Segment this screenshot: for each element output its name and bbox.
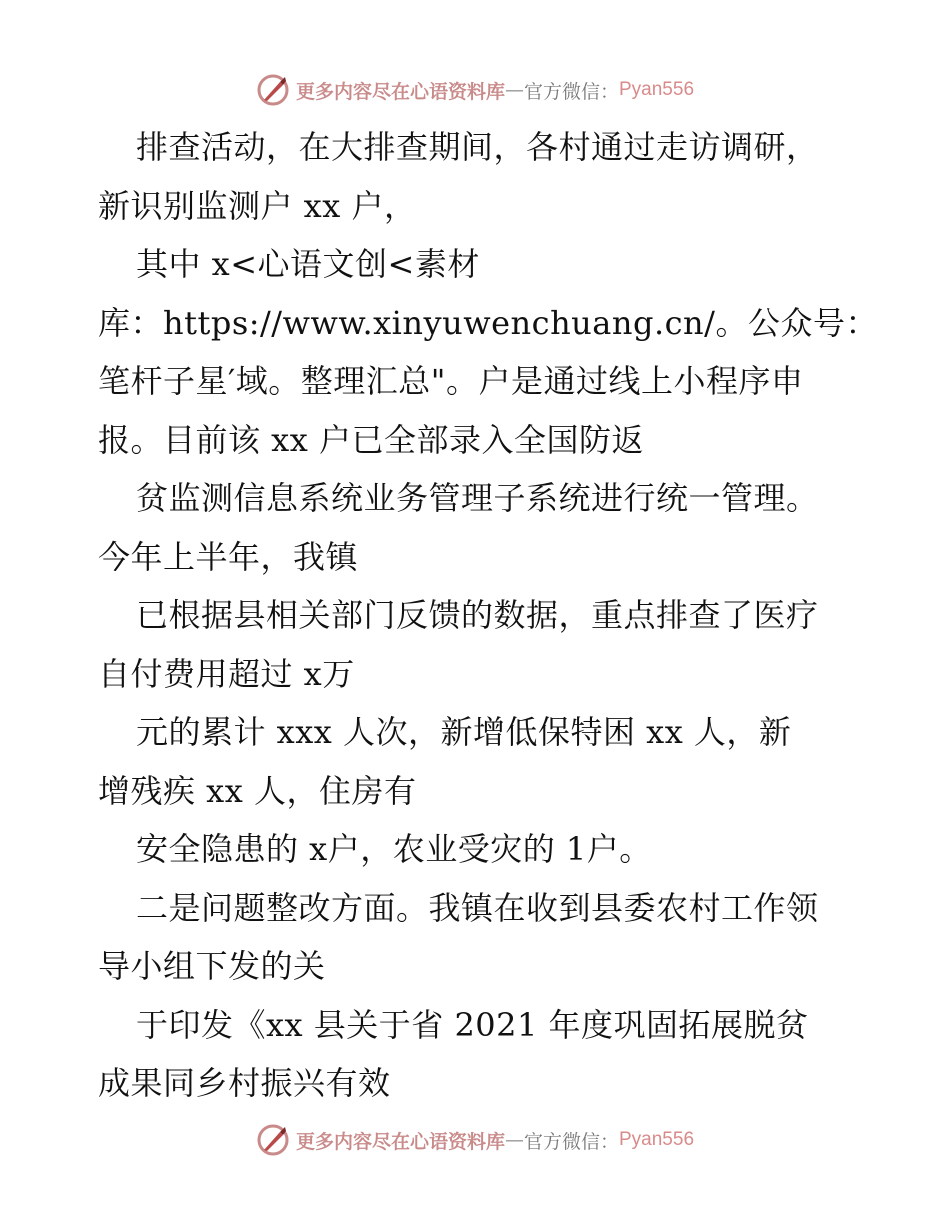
quill-pen-logo-icon	[256, 1123, 290, 1157]
text-line: 自付费用超过 x万	[98, 654, 355, 693]
banner-title: 更多内容尽在心语资料库	[295, 80, 505, 103]
text-line: 二是问题整改方面。我镇在收到县委农村工作领	[136, 888, 819, 927]
text-line: 其中 x<心语文创<素材	[136, 245, 480, 283]
banner-wechat-label: 官方微信：	[523, 1130, 619, 1153]
text-line: 增残疾 xx 人，住房有	[98, 771, 417, 810]
header-banner	[0, 70, 950, 110]
text-line: 今年上半年，我镇	[98, 537, 359, 576]
text-line: 安全隐患的 x户，农业受灾的 1户。	[136, 830, 652, 868]
banner-wechat-label: 官方微信：	[523, 80, 619, 103]
text-line: 元的累计 xxx 人次，新增低保特困 xx 人，新	[136, 713, 792, 751]
document-body	[98, 118, 878, 1113]
banner-wechat-id: Pyan556	[619, 1129, 695, 1150]
text-line: 于印发《xx 县关于省 2021 年度巩固拓展脱贫	[136, 1005, 809, 1044]
text-line: 贫监测信息系统业务管理子系统进行统一管理。	[136, 479, 819, 517]
footer-banner	[0, 1120, 950, 1160]
text-line: 笔杆子星′域。整理汇总"。户是通过线上小程序申	[98, 362, 804, 400]
banner-wechat-id: Pyan556	[619, 79, 695, 100]
text-line: 排查活动，在大排查期间，各村通过走访调研，	[136, 128, 819, 166]
banner-title: 更多内容尽在心语资料库	[295, 1130, 505, 1153]
banner-separator: —	[504, 79, 524, 101]
text-line: 报。目前该 xx 户已全部录入全国防返	[98, 420, 644, 459]
text-line: 成果同乡村振兴有效	[98, 1064, 391, 1102]
text-line: 库：https://www.xinyuwenchuang.cn/。公众号：	[98, 303, 878, 342]
text-line: 导小组下发的关	[98, 947, 326, 985]
banner-separator: —	[504, 1129, 524, 1151]
quill-pen-logo-icon	[256, 73, 290, 107]
text-line: 新识别监测户 xx 户，	[98, 186, 417, 225]
text-line: 已根据县相关部门反馈的数据，重点排查了医疗	[136, 596, 819, 634]
